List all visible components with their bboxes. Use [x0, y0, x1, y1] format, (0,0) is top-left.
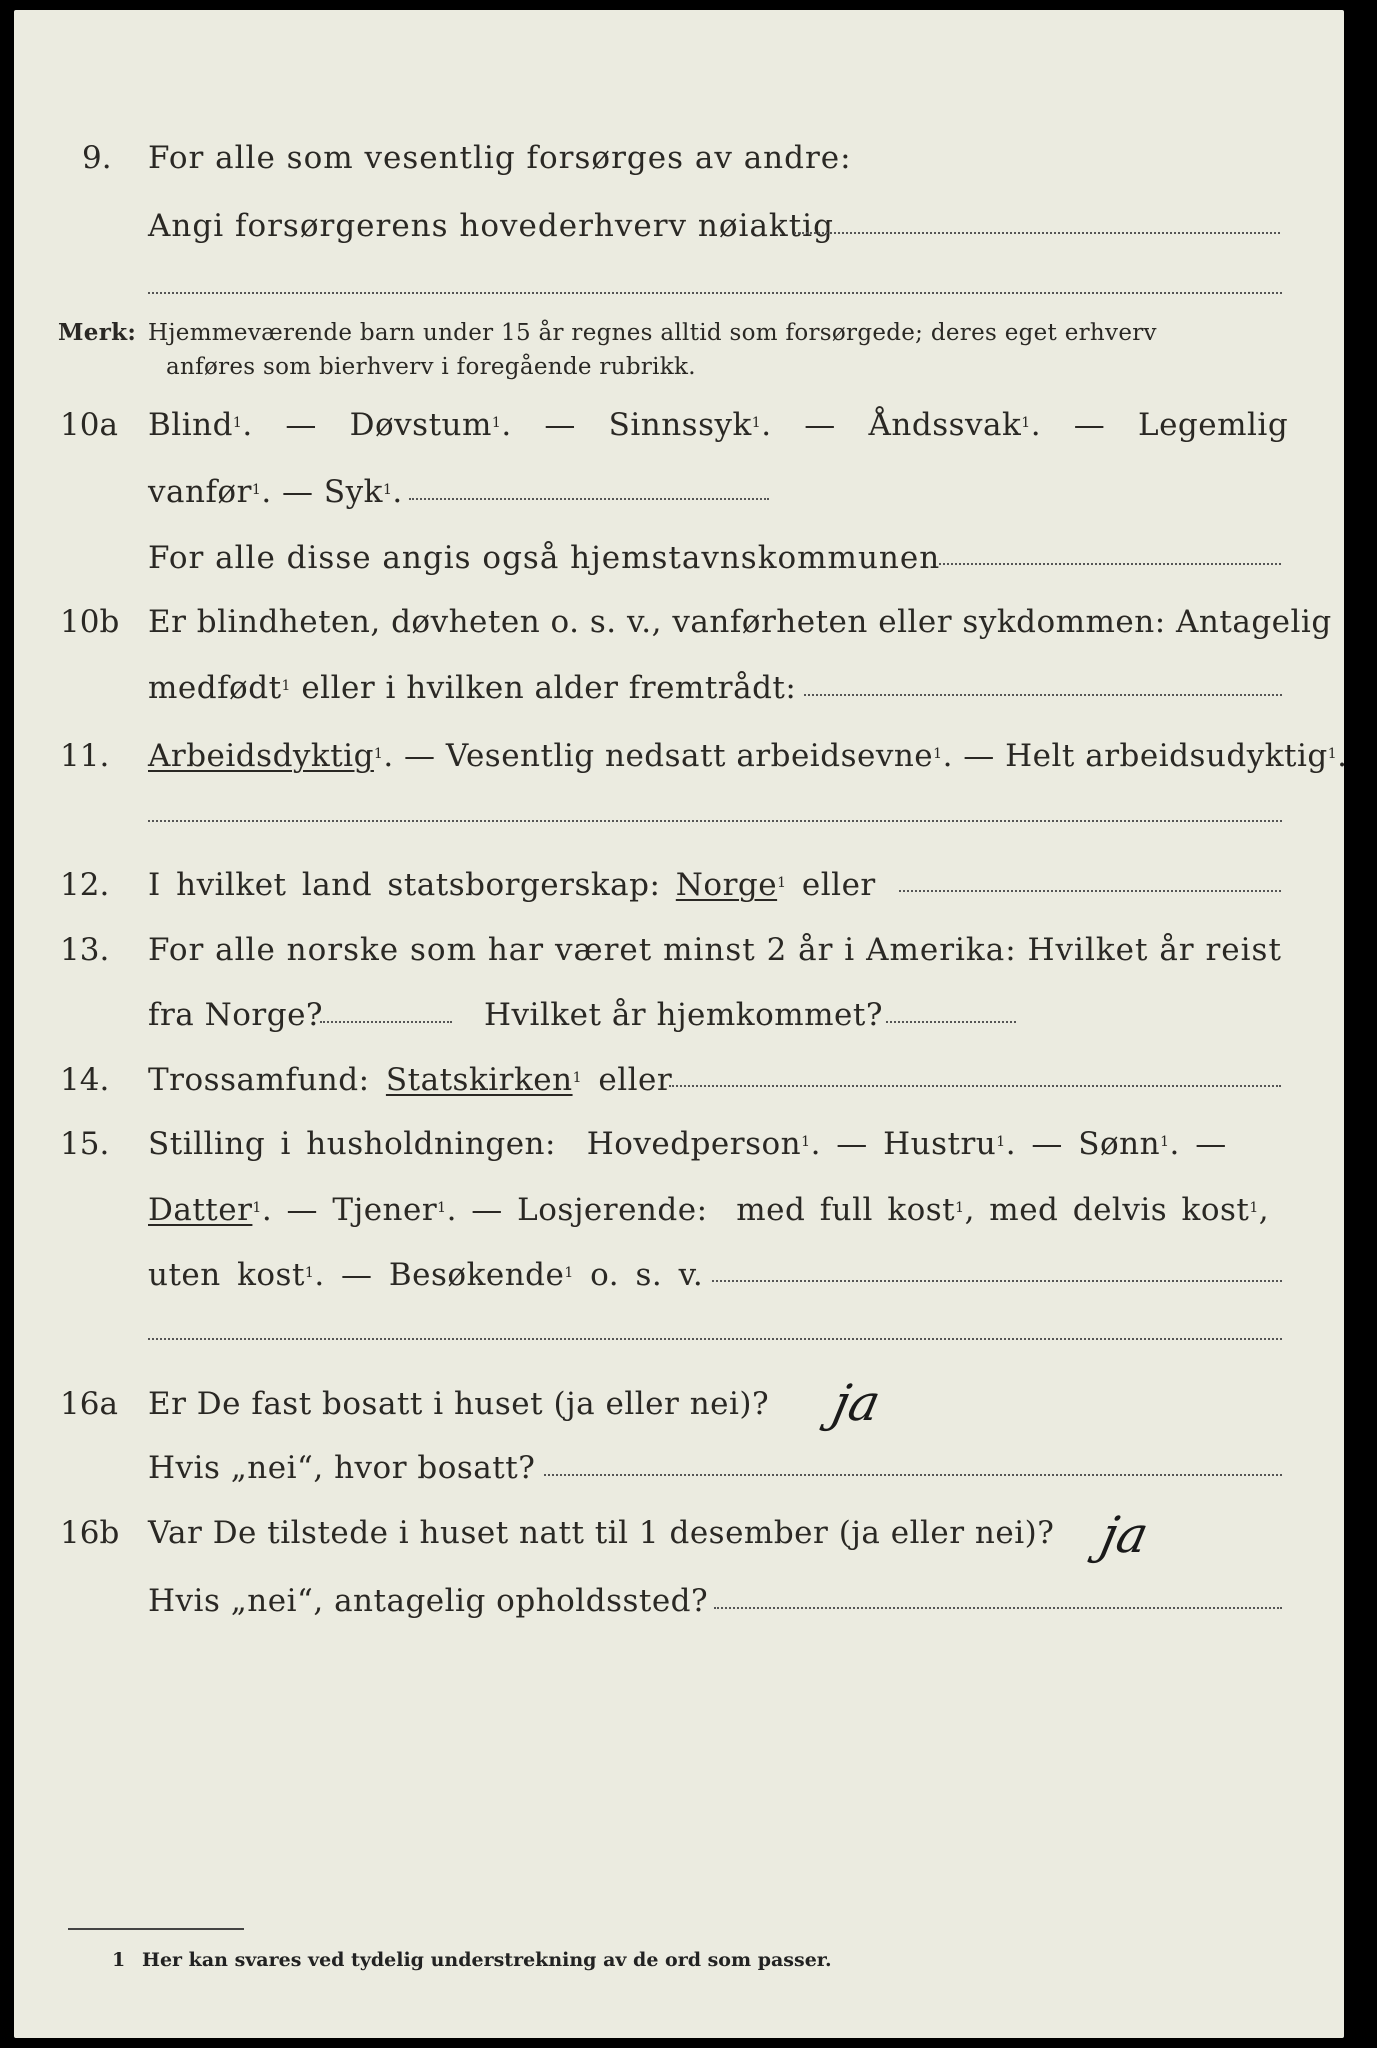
q10b-rest: eller i hvilken alder fremtrådt: [301, 670, 797, 706]
q11-line1: Arbeidsdyktig$^1$. — Vesentlig nedsatt arbeidsevne$^1$. — Helt arbeidsudyktig$^1$. [148, 738, 1348, 774]
q16b-answer-line[interactable] [714, 1607, 1282, 1609]
option-vanfor[interactable]: vanfør [148, 474, 252, 510]
merk-label: Merk: [58, 319, 137, 346]
q13-hjem-answer-line[interactable] [886, 1021, 1016, 1023]
q14-answer-line[interactable] [669, 1085, 1281, 1087]
q12-answer-line[interactable] [899, 890, 1281, 892]
q9-number: 9. [82, 140, 112, 176]
q15-text: Stilling i husholdningen: [148, 1126, 556, 1162]
q15-answer-line[interactable] [712, 1280, 1282, 1282]
q9-line2: Angi forsørgerens hovederhverv nøiaktig [148, 208, 834, 244]
option-andssvak[interactable]: Åndssvak [868, 407, 1022, 443]
option-nedsatt[interactable]: Vesentlig nedsatt arbeidsevne [445, 738, 934, 774]
option-besokende[interactable]: Besøkende [388, 1257, 565, 1293]
q14-text: Trossamfund: [148, 1062, 370, 1098]
q14-number: 14. [60, 1062, 110, 1098]
q11-answer-line[interactable] [148, 820, 1282, 822]
q13-line1: For alle norske som har været minst 2 år i Amerika: Hvilket år reist [148, 932, 1282, 968]
q16b-line1: Var De tilstede i huset natt til 1 desember (ja eller nei)? [148, 1515, 1055, 1551]
q15-number: 15. [60, 1126, 110, 1162]
q10a-number: 10a [60, 407, 118, 443]
option-arbeidsdyktig[interactable]: Arbeidsdyktig [148, 738, 374, 774]
option-medfodt[interactable]: medfødt [148, 670, 282, 706]
q15-line1: Stilling i husholdningen: Hovedperson$^1$. — Hustru$^1$. — Sønn$^1$. — [148, 1126, 1227, 1162]
option-blind[interactable]: Blind [148, 407, 233, 443]
q12-eller: eller [801, 867, 876, 903]
q14-eller: eller [598, 1062, 673, 1098]
q15-osv: o. s. v. [590, 1257, 704, 1293]
q16a-line1: Er De fast bosatt i huset (ja eller nei)? [148, 1386, 770, 1422]
merk-line1: Hjemmeværende barn under 15 år regnes alltid som forsørgede; deres eget erhverv [148, 320, 1157, 346]
q10a-line2: vanfør$^1$. — Syk$^1$. [148, 474, 403, 510]
q15-line2: Datter$^1$. — Tjener$^1$. — Losjerende: med full kost$^1$, med delvis kost$^1$, [148, 1192, 1270, 1228]
q9-line1: For alle som vesentlig forsørges av andre: [148, 140, 852, 176]
q16a-line2: Hvis „nei“, hvor bosatt? [148, 1450, 536, 1486]
q9-answer-line[interactable] [794, 232, 1280, 234]
option-syk[interactable]: Syk [323, 474, 383, 510]
option-dovstum[interactable]: Døvstum [349, 407, 492, 443]
q11-number: 11. [60, 738, 110, 774]
option-statskirken[interactable]: Statskirken [385, 1062, 573, 1098]
q13-reist-answer-line[interactable] [320, 1021, 452, 1023]
q10a-line3: For alle disse angis også hjemstavnskommunen [148, 540, 941, 576]
option-datter[interactable]: Datter [148, 1192, 253, 1228]
q14-line1: Trossamfund: Statskirken$^1$ eller [148, 1062, 673, 1098]
footnote-rule [68, 1928, 244, 1930]
q15-answer-line-2[interactable] [148, 1338, 1282, 1340]
q13-fra: fra Norge? [148, 997, 324, 1033]
q10a-answer-line[interactable] [409, 498, 769, 500]
option-sinnssyk[interactable]: Sinnssyk [608, 407, 752, 443]
option-hustru[interactable]: Hustru [883, 1126, 997, 1162]
option-sonn[interactable]: Sønn [1078, 1126, 1161, 1162]
option-hovedperson[interactable]: Hovedperson [586, 1126, 802, 1162]
q10b-number: 10b [60, 604, 120, 640]
q13-hjem: Hvilket år hjemkommet? [484, 997, 883, 1033]
q16a-number: 16a [60, 1386, 118, 1422]
hjemstavnskommune-answer-line[interactable] [939, 563, 1281, 565]
q16a-answer-line[interactable] [544, 1474, 1282, 1476]
footnote-mark: 1 [112, 1949, 126, 1971]
q12-text: I hvilket land statsborgerskap: [148, 867, 661, 903]
q10b-line1: Er blindheten, døvheten o. s. v., vanførheten eller sykdommen: Antagelig [148, 604, 1332, 640]
q16b-handwritten-answer[interactable]: ja [1095, 1506, 1154, 1564]
q16b-line2: Hvis „nei“, antagelig opholdssted? [148, 1583, 709, 1619]
q10b-answer-line[interactable] [804, 694, 1282, 696]
option-norge[interactable]: Norge [675, 867, 778, 903]
q15-line3: uten kost$^1$. — Besøkende$^1$ o. s. v. [148, 1257, 704, 1293]
merk-line2: anføres som bierhverv i foregående rubrikk. [166, 354, 696, 380]
q13-number: 13. [60, 932, 110, 968]
q9-answer-line-2[interactable] [148, 292, 1282, 294]
q16a-handwritten-answer[interactable]: ja [827, 1374, 886, 1432]
q12-line1: I hvilket land statsborgerskap: Norge$^1$ eller [148, 867, 876, 903]
q12-number: 12. [60, 867, 110, 903]
footnote-text: Her kan svares ved tydelig understrekning av de ord som passer. [142, 1949, 832, 1971]
census-form-page [14, 10, 1348, 2038]
option-tjener[interactable]: Tjener [332, 1192, 438, 1228]
option-full-kost[interactable]: med full kost [736, 1192, 956, 1228]
q16b-number: 16b [60, 1515, 120, 1551]
option-uten-kost[interactable]: uten kost [148, 1257, 305, 1293]
q10b-line2: medfødt$^1$ eller i hvilken alder fremtrådt: [148, 670, 797, 706]
option-legemlig[interactable]: Legemlig [1138, 407, 1289, 443]
q10a-line1: Blind$^1$. — Døvstum$^1$. — Sinnssyk$^1$. — Åndssvak$^1$. — Legemlig [148, 407, 1289, 443]
option-udyktig[interactable]: Helt arbeidsudyktig [1005, 738, 1328, 774]
option-delvis-kost[interactable]: med delvis kost [989, 1192, 1250, 1228]
option-losjerende[interactable]: Losjerende: [517, 1192, 708, 1228]
